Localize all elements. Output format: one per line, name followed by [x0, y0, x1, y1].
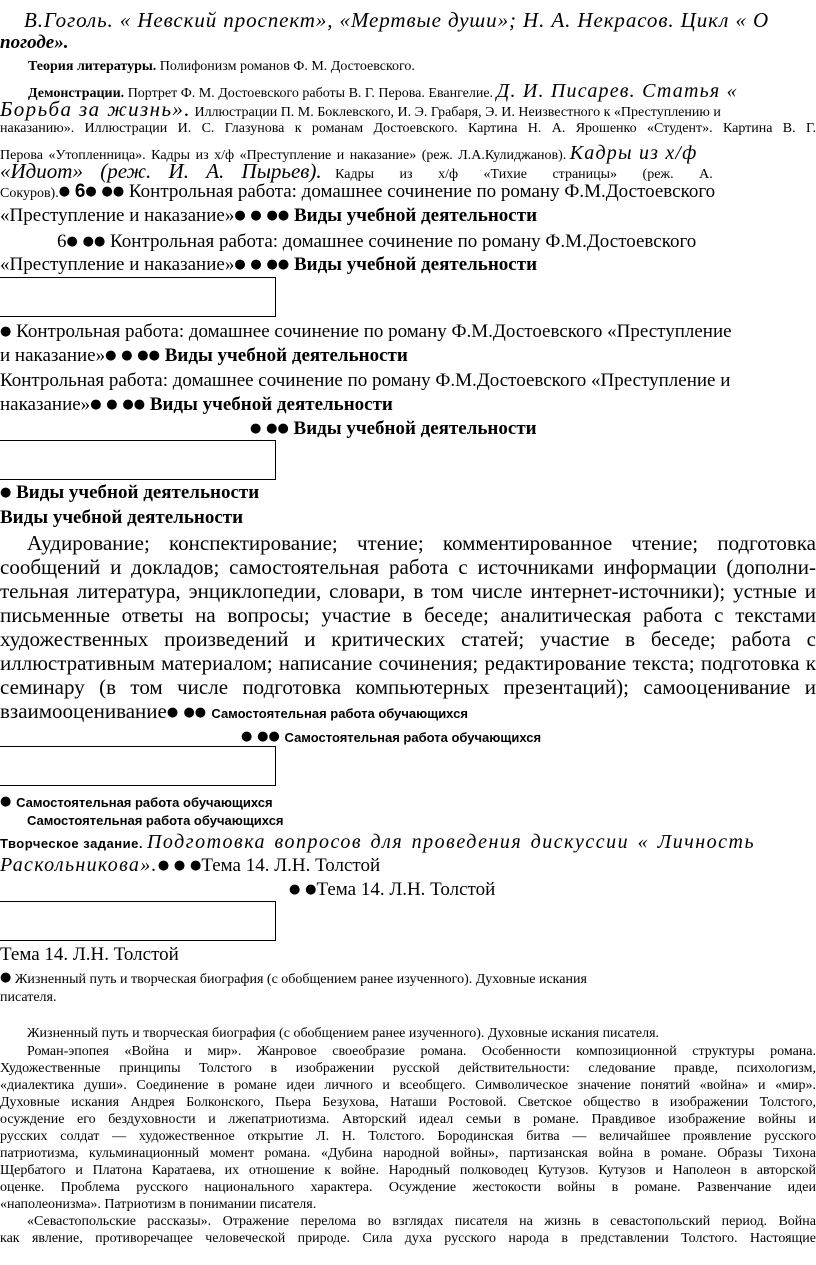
war-l3 [0, 1078, 816, 1094]
control-quote: «Преступление и наказание» [0, 254, 235, 275]
bullet-icon: ● [58, 184, 71, 199]
bullet-icon: ● [90, 397, 102, 412]
bullet-icon: ● [148, 348, 160, 363]
demo-line-6 [0, 181, 816, 203]
bullet-icon: ● [241, 729, 253, 744]
empty-box [0, 901, 276, 941]
bullet-icon: ● [266, 257, 278, 272]
selfwork-heading [27, 813, 816, 828]
bullet-icon: ● [0, 970, 12, 985]
pogode-line [0, 32, 816, 54]
control-text-full: Контрольная работа: домашнее сочинение по роману Ф.М.Достоевского «Преступление [16, 321, 732, 342]
empty-box [0, 277, 276, 317]
bullet-icon: ● [122, 397, 134, 412]
bullet-icon: ● [277, 208, 290, 223]
bullet-icon: ● [93, 234, 106, 249]
gogol-line [24, 8, 814, 33]
theme-heading [0, 944, 816, 966]
bullet-icon: ● [190, 858, 202, 873]
bullet-icon: ● [250, 257, 262, 272]
bullet-icon: ● [0, 794, 12, 809]
six-number: 6 [74, 181, 86, 202]
war-l4 [0, 1095, 816, 1111]
activity-text: взаимооценивание [0, 699, 167, 723]
control-line-2b [0, 254, 816, 276]
bullet-icon: ● [66, 234, 78, 249]
bullet-icon: ● [121, 348, 133, 363]
creative-text: Подготовка вопросов для проведения дискуссии « Личность [146, 831, 756, 853]
pogode-text: погоде». [0, 32, 69, 53]
demo-text-3: наказанию». Иллюстрации И. С. Глазунова к романам Достоевского. Картина Н. А. Ярошенко «Студент». Картина В. Г. [0, 121, 816, 136]
war-l1 [27, 1044, 816, 1060]
life-full-line [27, 1026, 816, 1042]
bullet-icon: ● [250, 208, 262, 223]
bullet-icon: ● [166, 705, 179, 720]
bullet-icon: ● [0, 324, 12, 339]
bullet-icon: ● [112, 184, 125, 199]
bullet-icon: ● [289, 882, 301, 897]
life-line-2 [0, 990, 816, 1006]
theme-line-centered [289, 879, 816, 901]
control-tail: наказание» [0, 394, 91, 415]
war-text: Художественные принципы Толстого в изображении русской действительности: следование правде, психологизм, [0, 1061, 816, 1076]
six-number: 6 [57, 231, 67, 252]
activity-p8 [0, 699, 816, 724]
empty-box [0, 440, 276, 480]
demo-text-1: Портрет Ф. М. Достоевского работы В. Г. Перова. Евангелие. [127, 86, 494, 101]
sokurov-text: Сокуров). [0, 186, 59, 201]
bullet-icon: ● [183, 705, 195, 720]
bullet-icon: ● [105, 348, 117, 363]
theory-label: Теория литературы. [28, 59, 157, 74]
bullet-icon: ● [250, 421, 262, 436]
control-text: Контрольная работа: домашнее сочинение по роману Ф.М.Достоевского [110, 231, 697, 252]
war-text: «наполеонизма». Патриотизм в понимании писателя. [0, 1197, 317, 1212]
gogol-text: В.Гоголь. « Невский проспект», «Мертвые души»; Н. А. Некрасов. Цикл « О [24, 8, 770, 32]
control-text: Контрольная работа: домашнее сочинение по роману Ф.М.Достоевского [128, 181, 716, 202]
activity-p3 [0, 579, 816, 604]
selfwork-line-bullet [0, 791, 816, 813]
control-line-4b [0, 394, 816, 416]
war-text: Духовные искания Андрея Болконского, Пьера Безухова, Наташи Ростовой. Светское общество в изображении Толстого, [0, 1095, 816, 1110]
bullet-icon: ● [157, 858, 170, 873]
bullet-icon: ● [266, 208, 278, 223]
activity-text: иллюстративным материалом; написание сочинения; редактирование текста; подготовка к [0, 651, 816, 675]
selfwork-title: Самостоятельная работа обучающихся [16, 795, 273, 810]
borba-text: Борьба за жизнь». [0, 97, 191, 121]
war-l10 [0, 1197, 816, 1213]
war-l7 [0, 1146, 816, 1162]
bullet-icon: ● [82, 234, 94, 249]
bullet-icon: ● [234, 257, 246, 272]
activity-title: Виды учебной деятельности [164, 345, 408, 366]
activity-line-centered [250, 418, 816, 440]
control-line-1b [0, 205, 816, 227]
control-line-3 [0, 321, 816, 343]
demo-line-3 [0, 121, 816, 137]
sev-l2 [0, 1231, 816, 1247]
bullet-icon: ● [133, 397, 146, 412]
war-text: Роман-эпопея «Война и мир». Жанровое своеобразие романа. Особенности композиционной структуры романа. [27, 1044, 816, 1059]
control-line-3b [0, 345, 816, 367]
theme-title: Тема 14. Л.Н. Толстой [316, 879, 496, 900]
bullet-icon: ● [106, 397, 118, 412]
bullet-icon: ● [268, 729, 280, 744]
sev-text: «Севастопольские рассказы». Отражение перелома во взглядах писателя на жизнь в севастопольский период. Война [27, 1214, 816, 1229]
activity-p2 [0, 555, 816, 580]
bullet-icon: ● [257, 729, 269, 744]
bullet-icon: ● [277, 257, 290, 272]
demo-text-4a: Перова «Утопленница». Кадры из х/ф «Преступление и наказание» (реж. Л.А.Кулиджанов). [0, 148, 567, 163]
theme-title: Тема 14. Л.Н. Толстой [201, 855, 381, 876]
war-l9 [0, 1180, 816, 1196]
life-text-2: писателя. [0, 990, 57, 1005]
theme-title: Тема 14. Л.Н. Толстой [0, 944, 179, 965]
pisarev-text: Д. И. Писарев. Статья « [496, 80, 738, 102]
demo-text-2: Иллюстрации П. М. Боклевского, И. Э. Грабаря, Э. И. Неизвестного к «Преступлению и [194, 105, 721, 120]
activity-title: Виды учебной деятельности [293, 418, 537, 439]
war-text: Щербатого и Платона Каратаева, их отношение к войне. Народный полководец Кутузов. Кутузов и Наполеон в авторской [0, 1163, 816, 1178]
activity-title: Виды учебной деятельности [149, 394, 393, 415]
activity-p1 [27, 531, 816, 556]
control-text-full: Контрольная работа: домашнее сочинение по роману Ф.М.Достоевского «Преступление и [0, 370, 731, 391]
war-l5 [0, 1112, 816, 1128]
activity-p7 [0, 675, 816, 700]
sev-text: как явление, противоречащее человеческой природе. Сила духа русского народа в представлении Толстого. Настоящие [0, 1231, 816, 1246]
control-line-2 [57, 231, 816, 253]
bullet-icon: ● [0, 485, 12, 500]
activity-text: тельная литература, энциклопедии, словари, в том числе интернет-источники); устные и [0, 579, 816, 603]
activity-title: Виды учебной деятельности [0, 507, 244, 528]
demo-text-5b: Кадры из х/ф «Тихие страницы» (реж. А. [335, 167, 713, 182]
creative-line-1 [0, 831, 816, 854]
activity-title: Виды учебной деятельности [16, 482, 260, 503]
activity-text: сообщений и докладов; самостоятельная работа с источниками информации (дополни- [0, 555, 816, 579]
bullet-icon: ● [137, 348, 149, 363]
war-text: патриотизма, кульминационный момент романа. «Дубина народной войны», партизанская война в романе. Образы Тихона [0, 1146, 816, 1161]
theory-text: Полифонизм романов Ф. М. Достоевского. [159, 59, 415, 74]
war-l8 [0, 1163, 816, 1179]
war-l6 [0, 1129, 816, 1145]
war-text: русских солдат — художественное открытие Л. Н. Толстого. Бородинская битва — величайшее проявление русского [0, 1129, 816, 1144]
creative-label: Творческое задание. [0, 836, 143, 851]
selfwork-line-centered [241, 726, 816, 748]
activity-line-bullet [0, 482, 816, 504]
activity-text: художественных произведений и критических статей; участие в беседе; работа с [0, 627, 816, 651]
activity-p4 [0, 603, 816, 628]
bullet-icon: ● [173, 858, 186, 873]
activity-p5 [0, 627, 816, 652]
control-tail: и наказание» [0, 345, 106, 366]
bullet-icon: ● [266, 421, 278, 436]
demo-line-2 [0, 97, 816, 122]
creative-text-2: Раскольникова». [0, 854, 158, 876]
bullet-icon: ● [277, 421, 289, 436]
selfwork-title: Самостоятельная работа обучающихся [211, 706, 468, 721]
bullet-icon: ● [305, 882, 317, 897]
idiot-text: «Идиот» (реж. И. А. Пырьев). [0, 159, 322, 183]
demo-text-4b: Кадры из х/ф [569, 142, 698, 164]
creative-line-2 [0, 854, 816, 877]
sev-l1 [27, 1214, 816, 1230]
theory-line [28, 59, 816, 75]
activity-text: Аудирование; конспектирование; чтение; комментированное чтение; подготовка [27, 531, 816, 555]
bullet-icon: ● [101, 184, 113, 199]
war-l2 [0, 1061, 816, 1077]
bullet-icon: ● [234, 208, 246, 223]
activity-heading [0, 507, 816, 529]
activity-title: Виды учебной деятельности [293, 254, 538, 275]
life-line-1 [0, 970, 816, 988]
selfwork-title: Самостоятельная работа обучающихся [27, 813, 284, 828]
demo-label: Демонстрации. [28, 86, 125, 101]
war-text: оценке. Проблема русского национального характера. Осуждение жестокости войны в романе. Развенчание идеи [0, 1180, 816, 1195]
activity-p6 [0, 651, 816, 676]
war-text: осуждение его бездуховности и лжепатриотизма. Авторский идеал семьи в романе. Правдивое изображение войны и [0, 1112, 816, 1127]
empty-box [0, 746, 276, 786]
bullet-icon: ● [194, 705, 207, 720]
control-quote: «Преступление и наказание» [0, 205, 235, 226]
activity-text: письменные ответы на вопросы; участие в беседе; аналитическая работа с текстами [0, 603, 816, 627]
life-text: Жизненный путь и творческая биография (с обобщением ранее изученного). Духовные искания [14, 972, 587, 987]
control-line-4 [0, 370, 816, 392]
selfwork-title: Самостоятельная работа обучающихся [284, 730, 542, 745]
life-full-text: Жизненный путь и творческая биография (с обобщением ранее изученного). Духовные искания писателя. [27, 1026, 660, 1041]
war-text: «диалектика души». Соединение в романе идеи личного и всеобщего. Символическое значение понятий «война» и «мир». [0, 1078, 816, 1093]
activity-title: Виды учебной деятельности [293, 205, 538, 226]
bullet-icon: ● [85, 184, 97, 199]
activity-text: семинару (в том числе подготовка компьютерных презентаций); самооценивание и [0, 675, 816, 699]
